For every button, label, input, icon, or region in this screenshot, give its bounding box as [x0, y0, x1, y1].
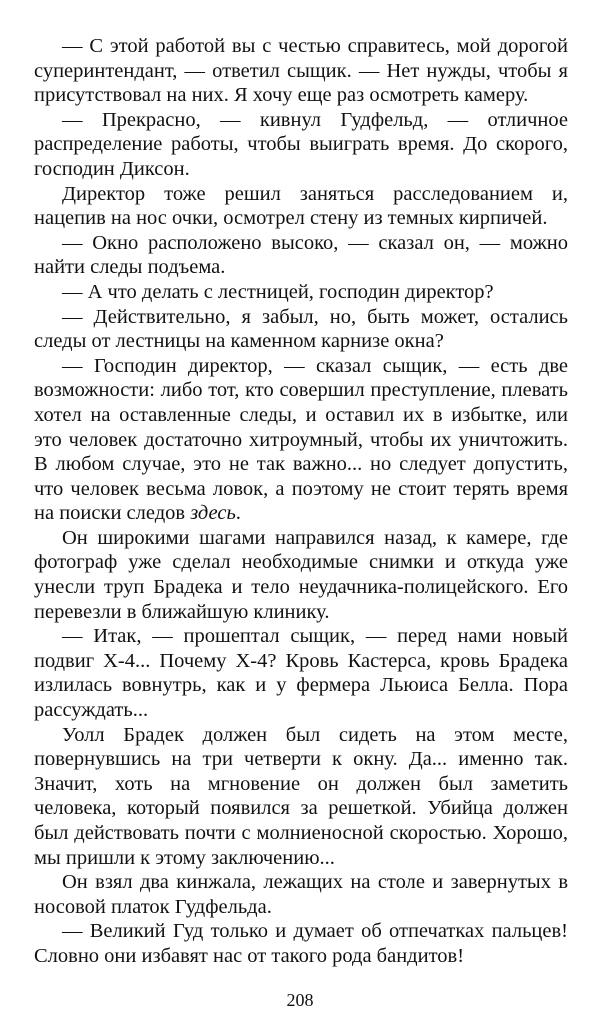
paragraph-9: — Итак, — прошептал сыщик, — перед нами новый подвиг Х-4... Почему Х-4? Кровь Кастерса, кровь Брадека излилась вовнутрь, как и у фермера Льюиса Белла. Пора рассуждать... [34, 625, 568, 722]
paragraph-7-emphasis: здесь [190, 502, 236, 525]
paragraph-7-end: . [235, 502, 241, 525]
paragraph-1: — С этой работой вы с честью справитесь, мой дорогой суперинтендант, — ответил сыщик. — Нет нужды, чтобы я присутствовал на них. Я хочу еще раз осмотреть камеру. [34, 35, 568, 107]
page-number: 208 [286, 990, 314, 1010]
paragraph-3: Директор тоже решил заняться расследованием и, нацепив на нос очки, осмотрел стену из темных кирпичей. [34, 182, 568, 230]
paragraph-7-text: — Господин директор, — сказал сыщик, — есть две возможности: либо тот, кто совершил преступление, плевать хотел на оставленные следы, и оставил их в избытке, или это человек достаточно хитроумный, чтобы их уничтожить. В любом случае, это не так важно... но следует допустить, что человек весьма ловок, а поэтому не стоит терять время на поиски следов [34, 354, 568, 525]
paragraph-11: Он взял два кинжала, лежащих на столе и завернутых в носовой платок Гудфельда. [34, 871, 568, 918]
paragraph-10: Уолл Брадек должен был сидеть на этом месте, повернувшись на три четверти к окну. Да... именно так. Значит, хоть на мгновение он должен был заметить человека, который появился за решеткой. Убийца должен был действовать почти с молниеносной скоростью. Хорошо, мы пришли к этому заключению... [34, 723, 568, 869]
paragraph-6: — Действительно, я забыл, но, быть может, остались следы от лестницы на каменном карнизе окна? [34, 305, 568, 353]
paragraph-4: — Окно расположено высоко, — сказал он, — можно найти следы подъема. [34, 231, 568, 279]
paragraph-12: — Великий Гуд только и думает об отпечатках пальцев! Словно они избавят нас от такого рода бандитов! [34, 920, 568, 967]
paragraph-8: Он широкими шагами направился назад, к камере, где фотограф уже сделал необходимые снимки и откуда уже унесли труп Брадека и тело неудачника-полицейского. Его перевезли в ближайшую клинику. [34, 526, 568, 623]
paragraph-7 [34, 354, 568, 526]
paragraph-2: — Прекрасно, — кивнул Гудфельд, — отличное распределение работы, чтобы выиграть время. До скорого, господин Диксон. [34, 108, 568, 180]
paragraph-5: — А что делать с лестницей, господин директор? [62, 280, 494, 303]
page-text [34, 34, 568, 969]
